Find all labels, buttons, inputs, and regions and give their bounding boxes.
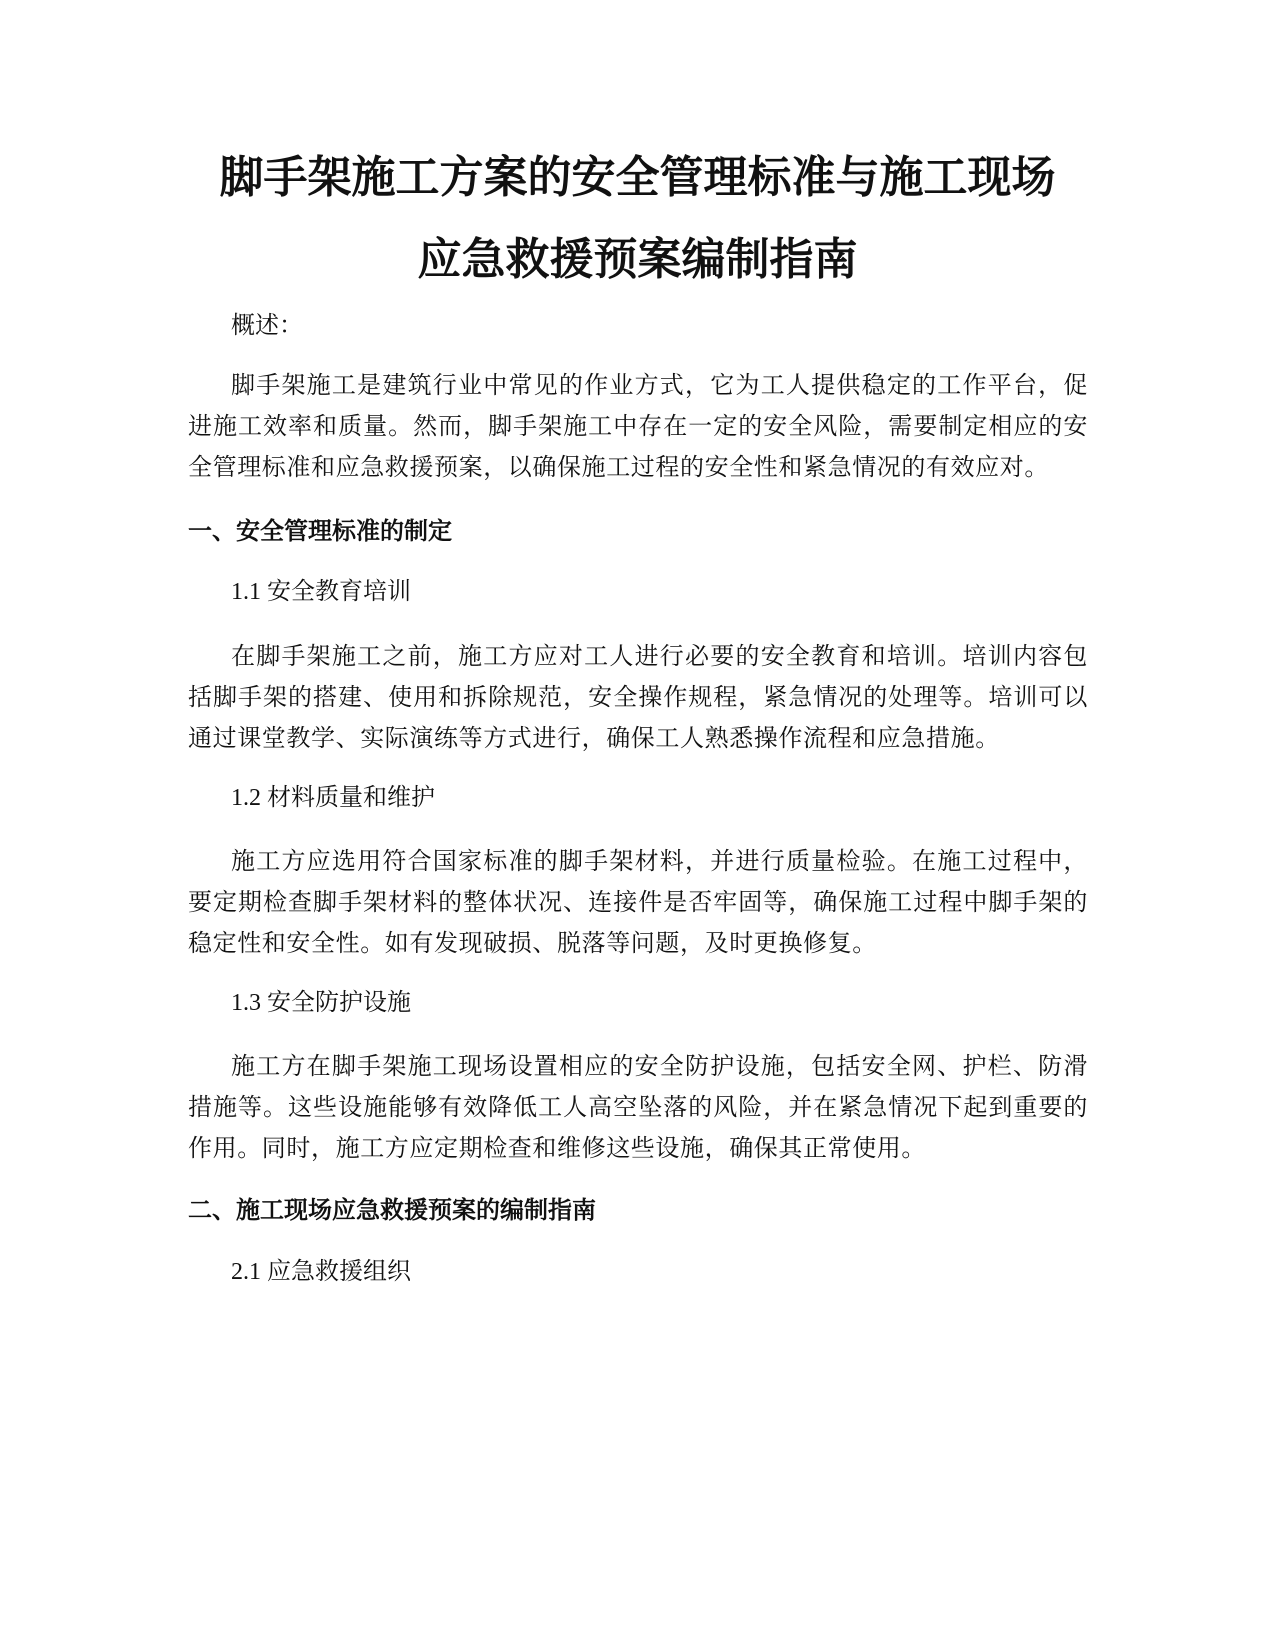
section-2-heading: 二、施工现场应急救援预案的编制指南: [188, 1196, 596, 1224]
section-1-1-title: 1.1 安全教育培训: [231, 579, 411, 605]
section-2-1-title: 2.1 应急救援组织: [231, 1259, 411, 1285]
document-title-line-1: 脚手架施工方案的安全管理标准与施工现场: [219, 152, 1056, 203]
section-1-2-title: 1.2 材料质量和维护: [231, 785, 435, 811]
section-1-3-paragraph: 施工方在脚手架施工现场设置相应的安全防护设施，包括安全网、护栏、防滑措施等。这些设施能够有效降低工人高空坠落的风险，并在紧急情况下起到重要的作用。同时，施工方应定期检查和维修这些设施，确保其正常使用。: [188, 1054, 1088, 1162]
section-1-1-paragraph: 在脚手架施工之前，施工方应对工人进行必要的安全教育和培训。培训内容包括脚手架的搭建、使用和拆除规范，安全操作规程，紧急情况的处理等。培训可以通过课堂教学、实际演练等方式进行，确保工人熟悉操作流程和应急措施。: [188, 644, 1088, 752]
section-1-heading: 一、安全管理标准的制定: [188, 517, 452, 545]
section-1-3-title: 1.3 安全防护设施: [231, 990, 411, 1016]
document-title-line-2: 应急救援预案编制指南: [417, 234, 858, 285]
overview-label: 概述：: [231, 313, 303, 339]
overview-paragraph: 脚手架施工是建筑行业中常见的作业方式，它为工人提供稳定的工作平台，促进施工效率和质量。然而，脚手架施工中存在一定的安全风险，需要制定相应的安全管理标准和应急救援预案，以确保施工过程的安全性和紧急情况的有效应对。: [188, 373, 1088, 481]
section-1-2-paragraph: 施工方应选用符合国家标准的脚手架材料，并进行质量检验。在施工过程中，要定期检查脚手架材料的整体状况、连接件是否牢固等，确保施工过程中脚手架的稳定性和安全性。如有发现破损、脱落等问题，及时更换修复。: [188, 849, 1088, 957]
